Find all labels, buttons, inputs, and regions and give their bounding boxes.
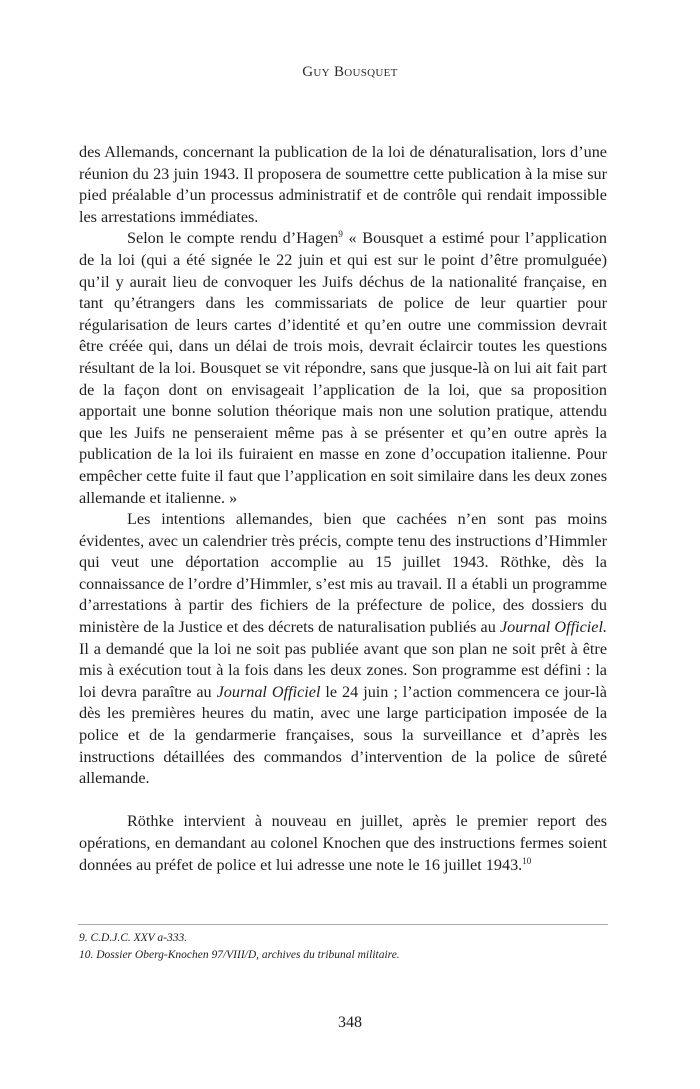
page-number: 348 (338, 1014, 362, 1031)
paragraph-4-text: Röthke intervient à nouveau en juillet, après le premier report des opérations, en demandant au colonel Knochen que des instructions fermes soient données au préfet de police et lui adresse une note le 16 juillet 1943. (79, 812, 607, 874)
running-head: Guy Bousquet (302, 64, 398, 80)
paragraph-2-quote: « Bousquet a estimé pour l’application de la loi (qui a été signée le 22 juin et qui est sur le point d’être promulguée) qu’il y aurait lieu de convoquer les Juifs déchus de la nationalité française, en tant qu’étrangers dans les commissariats de police de leur quartier pour régularisation de leurs cartes d’identité et qu’en outre une commission devrait être créée qui, dans un délai de trois mois, devrait éclaircir toutes les questions résultant de la loi. Bousquet se vit répondre, sans que jusque-là on lui ait fait part de la façon dont on envisageait l’application de la loi, que sa proposition apportait une bonne solution théorique mais non une solution pratique, attendu que les Juifs ne penseraient même pas à se présenter et qu’en outre après la publication de la loi ils fuiraient en masse en zone d’occupation italienne. Pour empêcher cette fuite il faut que l’application en soit similaire dans les deux zones allemande et italienne. » (79, 229, 607, 507)
footnote-ref-9[interactable]: 9 (338, 229, 343, 240)
paragraph-3 (79, 509, 607, 790)
body-text (79, 142, 607, 876)
paragraph-2-text: Selon le compte rendu d’Hagen (127, 229, 339, 248)
footnotes (79, 930, 607, 964)
paragraph-3-text-b: Il a demandé que la loi ne soit pas publiée avant que son plan ne soit prêt à être mis à exécution tout à la fois dans les deux zones. Son programme est défini : la loi devra paraître au (79, 639, 607, 701)
journal-officiel-title: Journal Officiel. (499, 618, 607, 637)
paragraph-spacer (79, 790, 607, 812)
footnote-rule (78, 924, 608, 925)
journal-officiel-title: Journal Officiel (216, 682, 321, 701)
footnote-10: 10. Dossier Oberg-Knochen 97/VIII/D, archives du tribunal militaire. (79, 949, 400, 961)
paragraph-4 (79, 811, 607, 876)
paragraph-2 (79, 228, 607, 509)
paragraph-3-text-c: le 24 juin ; l’action commencera ce jour-là dès les premières heures du matin, avec une large participation imposée de la police et de la gendarmerie françaises, sous la surveillance et d’après les instructions détaillées des commandos d’intervention de la police de sûreté allemande. (79, 682, 607, 788)
footnote-9: 9. C.D.J.C. XXV a-333. (79, 932, 188, 944)
paragraph-3-text-a: Les intentions allemandes, bien que cachées n’en sont pas moins évidentes, avec un calendrier très précis, compte tenu des instructions d’Himmler qui veut une déportation accomplie au 15 juillet 1943. Röthke, dès la connaissance de l’ordre d’Himmler, s’est mis au travail. Il a établi un programme d’arrestations à partir des fichiers de la préfecture de police, des dossiers du ministère de la Justice et des décrets de naturalisation publiés au (79, 510, 607, 637)
paragraph-1: des Allemands, concernant la publication de la loi de dénaturalisation, lors d’une réunion du 23 juin 1943. Il proposera de soumettre cette publication à la mise sur pied préalable d’un processus administratif et de contrôle qui rendait impossible les arrestations immédiates. (79, 143, 607, 226)
footnote-ref-10[interactable]: 10 (522, 855, 532, 866)
